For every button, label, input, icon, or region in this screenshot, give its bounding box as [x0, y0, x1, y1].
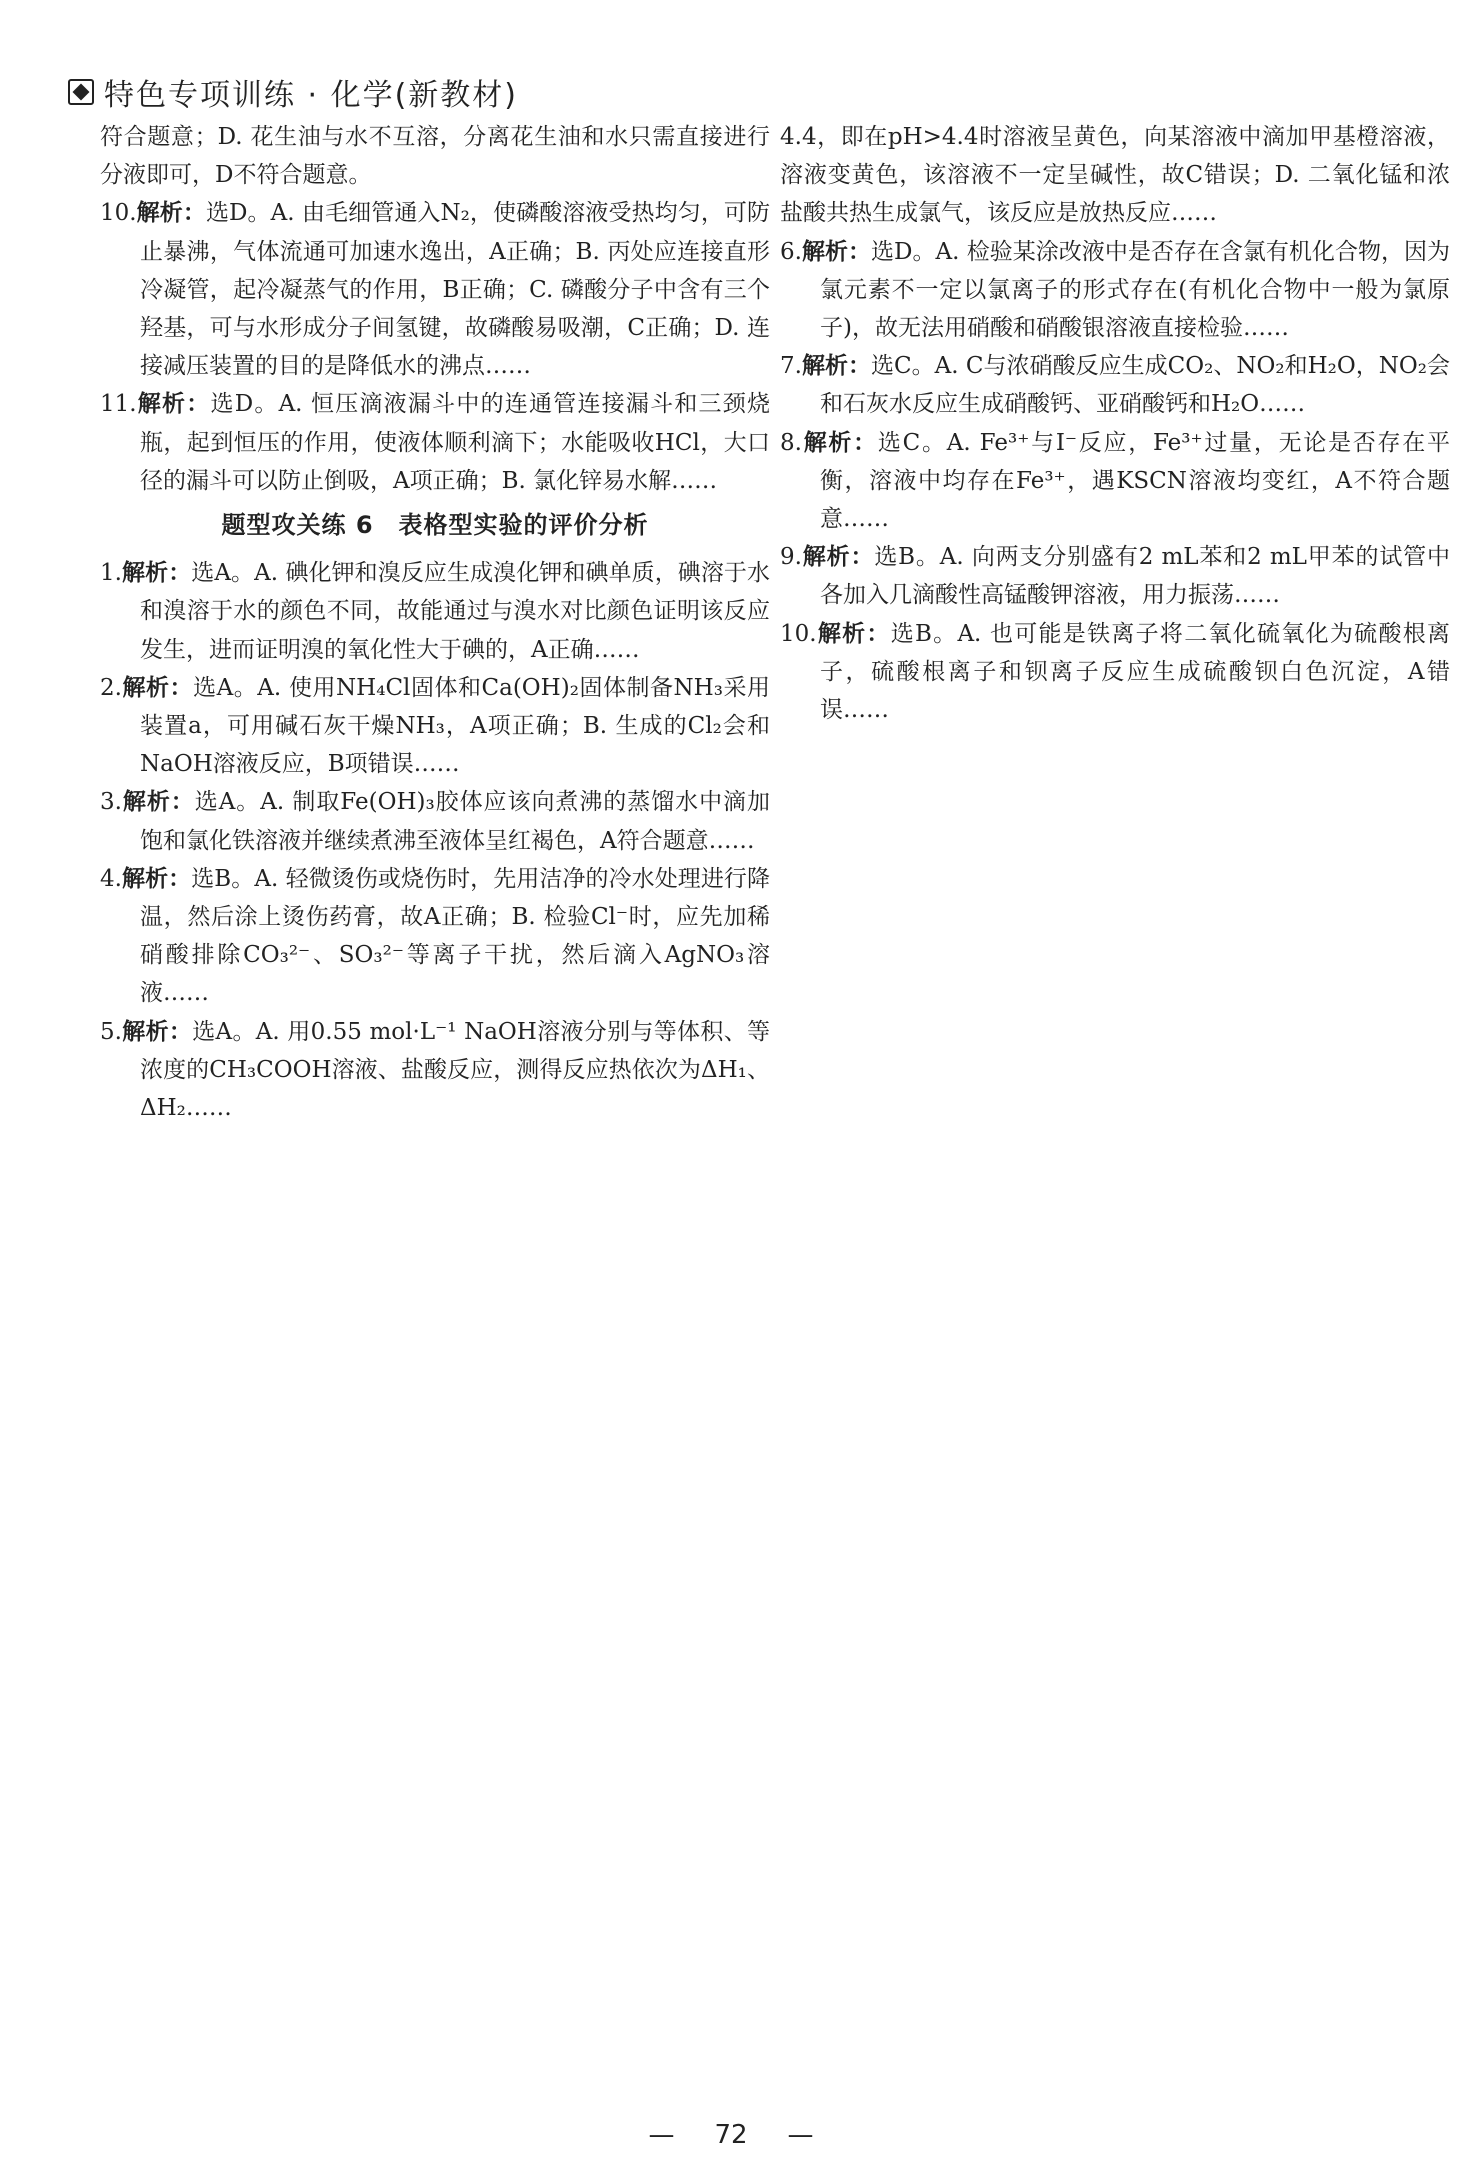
right-column — [780, 118, 1450, 729]
answer-item — [100, 1013, 770, 1128]
header-title: 特色专项训练 · 化学(新教材) — [104, 78, 519, 113]
item-number: 8. — [780, 429, 802, 456]
item-number: 4. — [100, 865, 122, 892]
item-number: 6. — [780, 238, 802, 265]
item-text: 选C。A. Fe³⁺与I⁻反应，Fe³⁺过量，无论是否存在平衡，溶液中均存在Fe³⁺，遇KSCN溶液均变红，A不符合题意…… — [820, 429, 1451, 533]
answer-item — [780, 424, 1450, 539]
item-number: 7. — [780, 353, 802, 380]
item-number: 9. — [780, 544, 802, 571]
item-text: 选D。A. 恒压滴液漏斗中的连通管连接漏斗和三颈烧瓶，起到恒压的作用，使液体顺利滴下；水能吸收HCl，大口径的漏斗可以防止倒吸，A项正确；B. 氯化锌易水解…… — [140, 391, 770, 494]
item-number: 11. — [100, 391, 137, 418]
answer-label: 解析： — [801, 238, 872, 265]
section-title: 题型攻关练 6 表格型实验的评价分析 — [221, 511, 649, 540]
continued-paragraph: 4.4，即在pH>4.4时溶液呈黄色，向某溶液中滴加甲基橙溶液，溶液变黄色，该溶液不一定呈碱性，故C错误；D. 二氧化锰和浓盐酸共热生成氯气，该反应是放热反应…… — [780, 124, 1450, 227]
item-text: 选D。A. 检验某涂改液中是否存在含氯有机化合物，因为氯元素不一定以氯离子的形式存在(有机化合物中一般为氯原子)，故无法用硝酸和硝酸银溶液直接检验…… — [820, 238, 1450, 342]
answer-label: 解析： — [136, 200, 206, 227]
answer-item — [100, 669, 770, 784]
page-header — [68, 70, 518, 114]
answer-label: 解析： — [801, 429, 878, 456]
page-number-value: 72 — [714, 2120, 748, 2150]
answer-item — [100, 194, 770, 385]
answer-label: 解析： — [816, 620, 891, 647]
answer-label: 解析： — [121, 865, 192, 892]
page-number — [0, 2120, 1462, 2150]
answer-label: 解析： — [801, 353, 872, 380]
answer-item — [780, 615, 1450, 730]
answer-label: 解析： — [121, 560, 192, 587]
item-number: 3. — [100, 789, 122, 816]
answer-label: 解析： — [801, 544, 875, 571]
item-number: 5. — [100, 1018, 122, 1045]
answer-label: 解析： — [121, 789, 195, 816]
answer-label: 解析： — [136, 391, 211, 418]
item-number: 1. — [100, 560, 122, 587]
item-text: 选A。A. 制取Fe(OH)₃胶体应该向煮沸的蒸馏水中滴加饱和氯化铁溶液并继续煮沸至液体呈红褐色，A符合题意…… — [140, 789, 771, 854]
item-text: 选A。A. 碘化钾和溴反应生成溴化钾和碘单质，碘溶于水和溴溶于水的颜色不同，故能通过与溴水对比颜色证明该反应发生，进而证明溴的氧化性大于碘的，A正确…… — [140, 560, 771, 663]
answer-label: 解析： — [121, 674, 194, 701]
answer-item — [100, 783, 770, 859]
item-text: 选A。A. 用0.55 mol·L⁻¹ NaOH溶液分别与等体积、等浓度的CH₃COOH溶液、盐酸反应，测得反应热依次为ΔH₁、ΔH₂…… — [140, 1018, 771, 1122]
answer-item — [100, 860, 770, 1013]
left-column — [100, 118, 770, 1127]
answer-item — [100, 385, 770, 500]
page-number-dash-left: — — [648, 2120, 675, 2150]
item-text: 选B。A. 向两支分别盛有2 mL苯和2 mL甲苯的试管中各加入几滴酸性高锰酸钾溶液，用力振荡…… — [820, 544, 1450, 609]
item-text: 选A。A. 使用NH₄Cl固体和Ca(OH)₂固体制备NH₃采用装置a，可用碱石灰干燥NH₃，A项正确；B. 生成的Cl₂会和NaOH溶液反应，B项错误…… — [140, 674, 770, 778]
item-text: 选B。A. 轻微烫伤或烧伤时，先用洁净的冷水处理进行降温，然后涂上烫伤药膏，故A正确；B. 检验Cl⁻时，应先加稀硝酸排除CO₃²⁻、SO₃²⁻等离子干扰，然后滴入AgNO₃溶液…… — [140, 865, 771, 1007]
answer-label: 解析： — [121, 1018, 193, 1045]
item-text: 选B。A. 也可能是铁离子将二氧化硫氧化为硫酸根离子，硫酸根离子和钡离子反应生成硫酸钡白色沉淀，A错误…… — [820, 620, 1450, 724]
answer-item — [100, 554, 770, 669]
answer-item — [780, 233, 1450, 348]
item-text: 选D。A. 由毛细管通入N₂，使磷酸溶液受热均匀，可防止暴沸，气体流通可加速水逸出，A正确；B. 丙处应连接直形冷凝管，起冷凝蒸气的作用，B正确；C. 磷酸分子中含有三个羟基，可与水形成分子间氢键，故磷酸易吸潮，C正确；D. 连接减压装置的目的是降低水的沸点…… — [140, 200, 770, 380]
item-number: 10. — [780, 620, 817, 647]
answer-item — [780, 538, 1450, 614]
item-text: 选C。A. C与浓硝酸反应生成CO₂、NO₂和H₂O，NO₂会和石灰水反应生成硝酸钙、亚硝酸钙和H₂O…… — [820, 353, 1451, 418]
page-number-dash-right: — — [787, 2120, 814, 2150]
item-number: 2. — [100, 674, 122, 701]
answer-item — [780, 347, 1450, 423]
continued-paragraph: 符合题意；D. 花生油与水不互溶，分离花生油和水只需直接进行分液即可，D不符合题意。 — [100, 124, 770, 189]
diamond-logo-icon — [68, 79, 94, 105]
item-number: 10. — [100, 200, 137, 227]
